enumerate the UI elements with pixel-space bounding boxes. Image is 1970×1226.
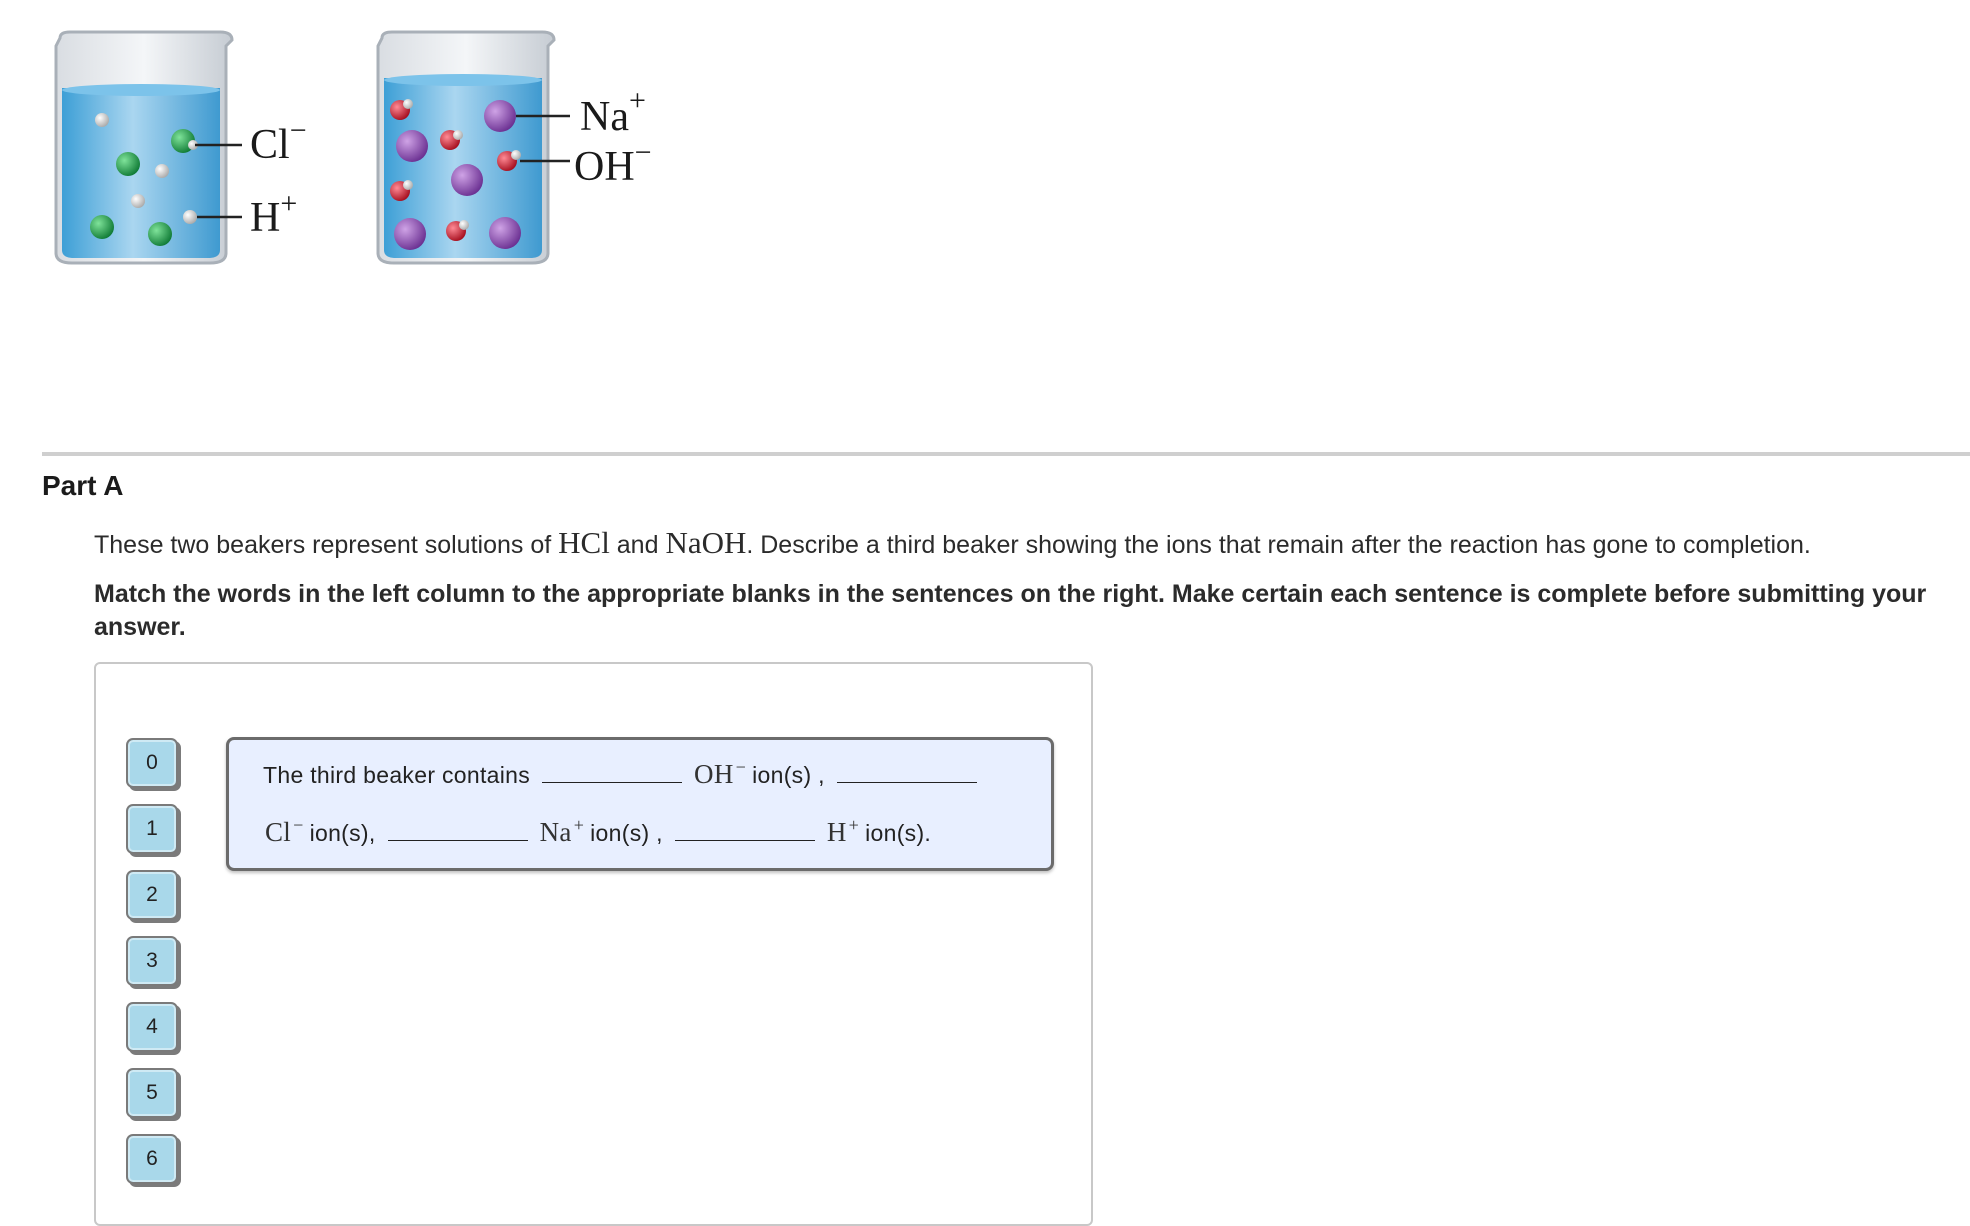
sentence-lead: The third beaker contains (263, 762, 531, 788)
token-1[interactable]: 1 (126, 804, 178, 854)
token-4[interactable]: 4 (126, 1002, 178, 1052)
beakers-figure (50, 28, 690, 278)
chloride-ion-dot (148, 222, 172, 246)
token-2[interactable]: 2 (126, 870, 178, 920)
ion-h: H + (826, 815, 860, 847)
chloride-label: Cl− (250, 114, 307, 168)
chloride-ion-dot (90, 215, 114, 239)
question-text (94, 525, 1954, 561)
beaker-hcl (56, 32, 242, 263)
question-text-1: These two beakers represent solutions of (94, 531, 559, 559)
ion-suffix-3: ion(s) , (590, 820, 663, 846)
question-text-3: . Describe a third beaker showing the ions that remain after the reaction has gone to completion. (746, 531, 1811, 559)
sodium-label: Na+ (580, 84, 646, 140)
formula-hcl: HCl (558, 525, 610, 560)
sodium-ion-dot (451, 164, 483, 196)
ion-cl: Cl − (265, 815, 304, 847)
instructions: Match the words in the left column to the appropriate blanks in the sentences on the right. Make certain each sentence is complete before submitting your answer. (94, 580, 1927, 641)
ion-suffix-4: ion(s). (865, 820, 932, 846)
part-title: Part A (42, 470, 124, 501)
sodium-ion-dot (484, 100, 516, 132)
formula-naoh: NaOH (665, 525, 747, 560)
token-3[interactable]: 3 (126, 936, 178, 986)
sodium-ion-dot (396, 130, 428, 162)
blank-oh-count[interactable] (542, 756, 682, 783)
section-divider (42, 452, 1970, 456)
hydrogen-ion-dot (183, 210, 197, 224)
ion-suffix-2: ion(s), (309, 820, 376, 846)
blank-h-count[interactable] (675, 814, 815, 841)
hydrogen-ion-dot (131, 194, 145, 208)
ion-suffix-1: ion(s) , (752, 762, 825, 788)
sentence-line-1 (259, 756, 985, 790)
sodium-ion-dot (489, 217, 521, 249)
question-text-2: and (609, 531, 666, 559)
hydrogen-label: H+ (250, 187, 298, 241)
token-0[interactable]: 0 (126, 738, 178, 788)
beakers-illustration (50, 28, 690, 278)
hydrogen-ion-dot (155, 164, 169, 178)
beaker-naoh (378, 32, 570, 263)
ion-na: Na + (539, 815, 585, 847)
hydrogen-ion-dot (95, 113, 109, 127)
blank-cl-count[interactable] (837, 756, 977, 783)
hydroxide-label: OH− (574, 136, 652, 190)
sentence-line-2 (261, 814, 935, 848)
sentence-box (226, 737, 1054, 871)
ion-oh: OH − (694, 757, 747, 789)
token-5[interactable]: 5 (126, 1068, 178, 1118)
chloride-ion-dot (116, 152, 140, 176)
blank-na-count[interactable] (388, 814, 528, 841)
sodium-ion-dot (394, 218, 426, 250)
token-6[interactable]: 6 (126, 1134, 178, 1184)
